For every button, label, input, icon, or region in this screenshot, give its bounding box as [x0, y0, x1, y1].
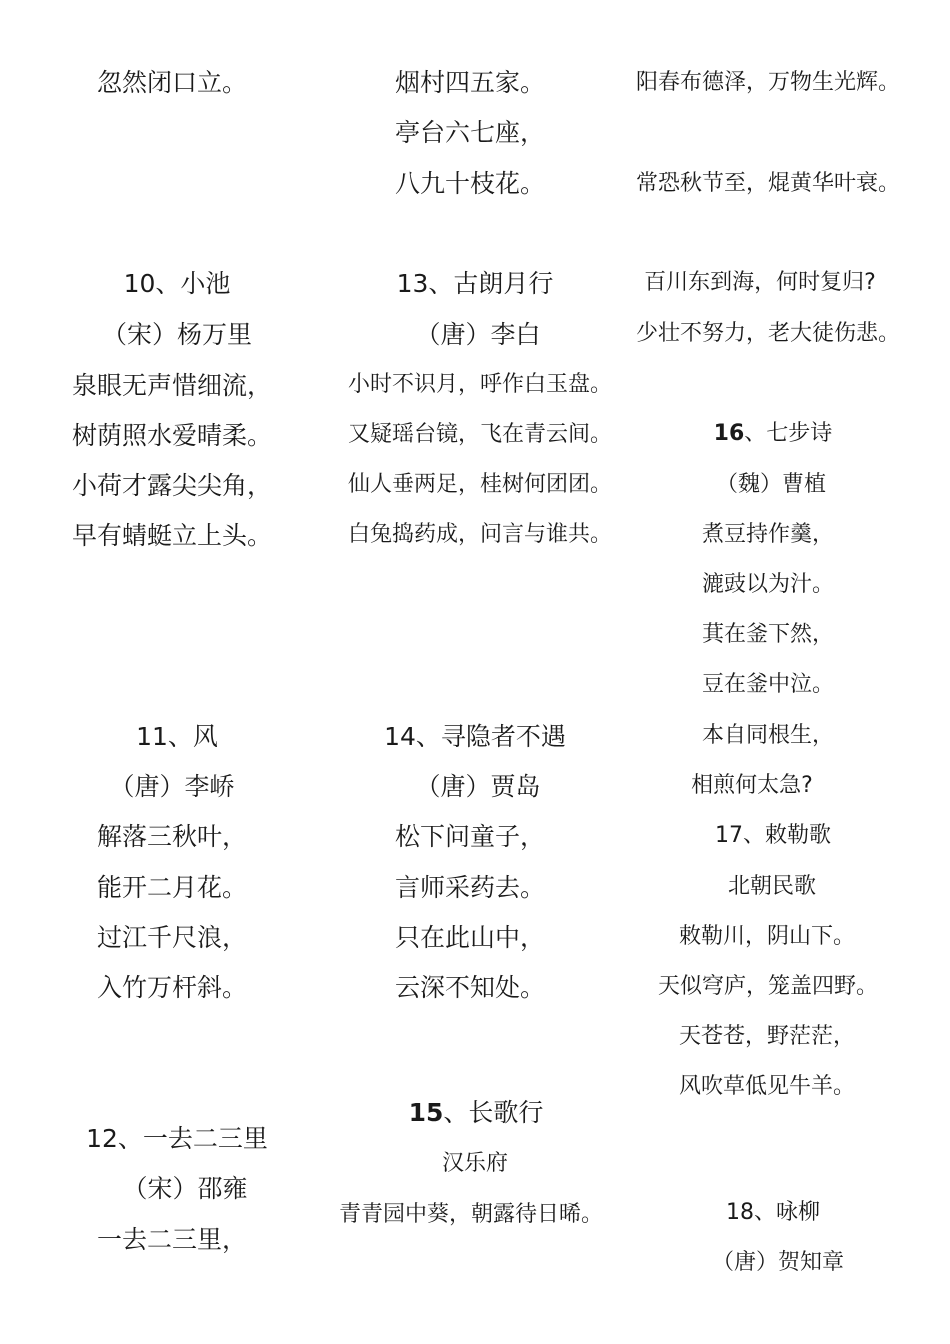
poem-title: 13、古朗月行	[396, 269, 554, 298]
poem-author: （唐）李白	[415, 320, 541, 349]
poem-line: 本自同根生，	[701, 723, 835, 748]
poem-title: 14、寻隐者不遇	[384, 722, 566, 751]
poem-author: （宋）邵雍	[122, 1174, 248, 1203]
poem-number: 16	[713, 421, 745, 446]
poem-title: 11、风	[136, 722, 218, 751]
poem-line: 萁在釜下然，	[701, 622, 835, 647]
poem-line: 小荷才露尖尖角，	[71, 471, 273, 500]
poem-line: 早有蜻蜓立上头。	[71, 521, 273, 550]
poem-author: （宋）杨万里	[101, 320, 253, 349]
poem-line: 又疑瑶台镜，飞在青云间。	[347, 422, 613, 447]
poem-author: 汉乐府	[441, 1151, 509, 1176]
poem-title	[714, 423, 833, 445]
poem-title: 18、咏柳	[726, 1200, 820, 1225]
poem-line: 入竹万杆斜。	[96, 973, 248, 1002]
poem-line: 忽然闭口立。	[96, 68, 248, 97]
poem-line: 树荫照水爱晴柔。	[71, 421, 273, 450]
poem-line: 敕勒川，阴山下。	[678, 924, 856, 949]
poem-line: 豆在釜中泣。	[701, 672, 835, 697]
poem-line: 仙人垂两足，桂树何团团。	[347, 472, 613, 497]
poem-author: （唐）贾岛	[415, 772, 541, 801]
poem-author: （魏）曹植	[715, 472, 827, 497]
poem-line: 天苍苍，野茫茫，	[678, 1024, 856, 1049]
poem-line: 八九十枝花。	[394, 169, 546, 198]
poem-line: 言师采药去。	[394, 873, 546, 902]
poem-line: 风吹草低见牛羊。	[678, 1074, 856, 1099]
poem-author: （唐）李峤	[109, 772, 235, 801]
poem-title	[409, 1100, 544, 1125]
poem-title-text: 、七步诗	[744, 421, 833, 446]
poem-line: 云深不知处。	[394, 973, 546, 1002]
poem-line: 只在此山中，	[394, 923, 546, 952]
poem-line: 阳春布德泽，万物生光辉。	[635, 70, 901, 95]
poem-line: 能开二月花。	[96, 873, 248, 902]
poem-line: 相煎何太急?	[691, 773, 813, 798]
poem-line: 白兔捣药成，问言与谁共。	[347, 522, 613, 547]
poem-author: （唐）贺知章	[711, 1250, 845, 1275]
poem-line: 泉眼无声惜细流，	[71, 371, 273, 400]
poem-line: 解落三秋叶，	[96, 822, 248, 851]
poem-title: 10、小池	[123, 269, 231, 298]
poem-line: 少壮不努力，老大徒伤悲。	[635, 321, 901, 346]
poem-number: 15	[408, 1098, 444, 1127]
poem-line: 漉豉以为汁。	[701, 572, 835, 597]
poem-line: 常恐秋节至，焜黄华叶衰。	[635, 171, 901, 196]
poem-line: 百川东到海，何时复归?	[644, 270, 876, 295]
poem-line: 小时不识月，呼作白玉盘。	[347, 372, 613, 397]
poem-line: 过江千尺浪，	[96, 923, 248, 952]
poem-line: 天似穹庐，笼盖四野。	[657, 974, 879, 999]
poem-title-text: 、长歌行	[443, 1098, 544, 1127]
poem-line: 一去二三里，	[96, 1225, 248, 1254]
poem-line: 亭台六七座，	[394, 118, 546, 147]
poem-title: 17、敕勒歌	[715, 823, 831, 848]
poem-title: 12、一去二三里	[86, 1124, 268, 1153]
poem-line: 煮豆持作羹，	[701, 522, 835, 547]
poem-line: 松下问童子，	[394, 822, 546, 851]
poem-author: 北朝民歌	[727, 874, 817, 899]
poem-line: 青青园中葵，朝露待日晞。	[338, 1202, 604, 1227]
poem-line: 烟村四五家。	[394, 68, 546, 97]
